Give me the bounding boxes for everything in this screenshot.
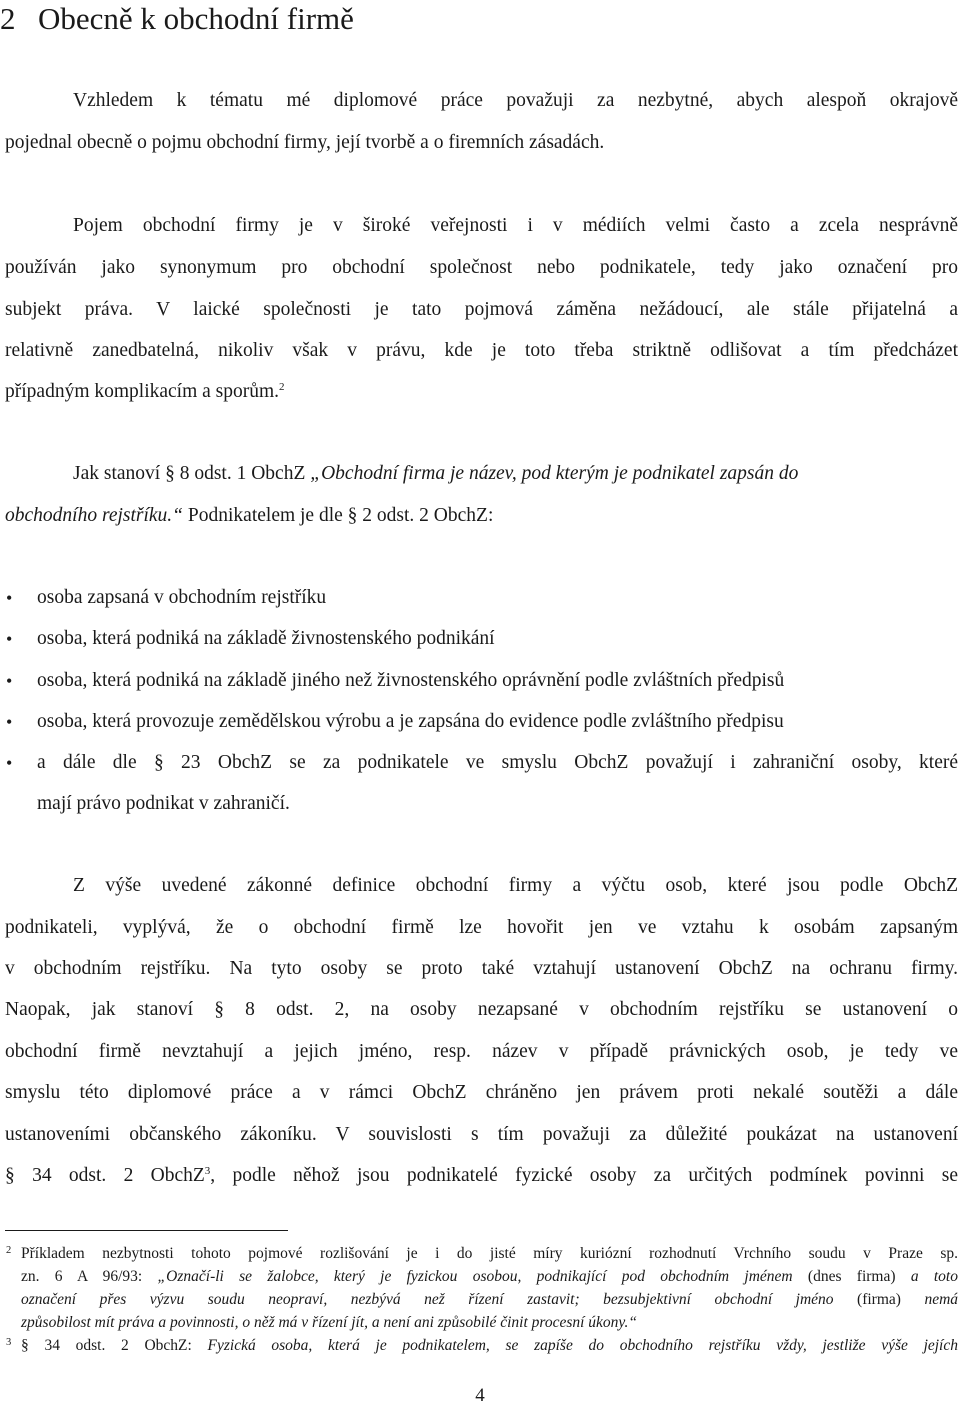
paragraph-text: Jak stanoví § 8 odst. 1 ObchZ [73, 463, 311, 484]
list-item-continuation: mají právo podnikat v zahraničí. [37, 793, 290, 814]
footnote-quote: označení přes výzvu soudu neopraví, nezbývá než řízení zastavit; bezsubjektivní obchodní jméno [21, 1291, 834, 1308]
footnote-quote: nemá [924, 1291, 959, 1308]
paragraph-line: používán jako synonymum pro obchodní společnost nebo podnikatele, tedy jako označení pro [5, 257, 958, 278]
paragraph-line: subjekt práva. V laické společnosti je tato pojmová záměna nežádoucí, ale stále přijatelná a [5, 299, 958, 320]
section-number: 2 [0, 1, 16, 36]
paragraph-line: smyslu této diplomové práce a v rámci ObchZ chráněno jen právem proti nekalé soutěži a dále [5, 1082, 958, 1103]
footnote-line [21, 1313, 637, 1333]
list-item: osoba zapsaná v obchodním rejstříku [37, 587, 327, 608]
footnote-ref: 2 [279, 381, 285, 393]
quoted-definition: obchodního rejstříku.“ [5, 505, 184, 526]
footnote-text: zn. 6 A 96/93: [21, 1268, 158, 1285]
section-heading [0, 0, 354, 38]
footnote-text: § 34 odst. 2 ObchZ: [21, 1337, 208, 1354]
bullet-icon: • [6, 629, 13, 649]
paragraph-text: Podnikatelem je dle § 2 odst. 2 ObchZ: [183, 505, 494, 526]
paragraph-line: Naopak, jak stanoví § 8 odst. 2, na osoby nezapsané v obchodním rejstříku se ustanovení o [5, 999, 958, 1020]
footnote-line: Příkladem nezbytnosti tohoto pojmové rozlišování je i do jisté míry kuriózní rozhodnutí Vrchního soudu v Praze sp. [21, 1245, 958, 1262]
paragraph-line [5, 504, 493, 528]
list-item: a dále dle § 23 ObchZ se za podnikatele ve smyslu ObchZ považují i zahraniční osoby, které [37, 752, 958, 773]
footnote-quote: Fyzická osoba, která je podnikatelem, se zapíše do obchodního rejstříku vždy, jestliže výše jejích [207, 1337, 958, 1354]
paragraph-line: relativně zanedbatelná, nikoliv však v právu, kde je toto třeba striktně odlišovat a tím předcházet [5, 340, 958, 361]
paragraph-text: případným komplikacím a sporům. [5, 381, 280, 402]
paragraph-line: v obchodním rejstříku. Na tyto osoby se proto také vztahují ustanovení ObchZ na ochranu firmy. [5, 958, 958, 979]
paragraph-line: Vzhledem k tématu mé diplomové práce považuji za nezbytné, abych alespoň okrajově [73, 90, 958, 111]
paragraph-line: obchodní firmě nevztahují a jejich jméno, resp. název v případě právnických osob, je tedy ve [5, 1041, 958, 1062]
paragraph-line: Z výše uvedené zákonné definice obchodní firmy a výčtu osob, které jsou podle ObchZ [73, 875, 958, 896]
footnote-line [21, 1336, 958, 1356]
list-item: osoba, která podniká na základě živnostenského podnikání [37, 628, 495, 649]
bullet-icon: • [6, 753, 13, 773]
footnote-line [21, 1267, 958, 1287]
footnote-text: (dnes firma) [792, 1268, 911, 1285]
footnote-number: 2 [6, 1245, 12, 1256]
bullet-icon: • [6, 712, 13, 732]
quoted-definition: „Obchodní firma je název, pod kterým je podnikatel zapsán do [310, 463, 799, 484]
footnote-line [21, 1290, 958, 1310]
footnote-text: (firma) [833, 1291, 925, 1308]
list-item: osoba, která provozuje zemědělskou výrobu a je zapsána do evidence podle zvláštního předpisu [37, 711, 784, 732]
footnote-quote: způsobilost mít práva a povinnosti, o něž má v řízení jít, a není ani způsobilé činit procesní úkony.“ [21, 1314, 637, 1331]
paragraph-line [5, 1164, 958, 1188]
footnote-number: 3 [6, 1337, 12, 1348]
bullet-icon: • [6, 588, 13, 608]
paragraph-line: podnikateli, vyplývá, že o obchodní firmě lze hovořit jen ve vztahu k osobám zapsaným [5, 917, 958, 938]
section-title: Obecně k obchodní firmě [38, 1, 354, 36]
footnote-ref: 3 [204, 1165, 211, 1177]
paragraph-line: Pojem obchodní firmy je v široké veřejnosti i v médiích velmi často a zcela nesprávně [73, 215, 958, 236]
paragraph-line [5, 380, 285, 404]
paragraph-line: ustanoveními občanského zákoníku. V souvislosti s tím považuji za důležité poukázat na ustanovení [5, 1124, 958, 1145]
paragraph-line: pojednal obecně o pojmu obchodní firmy, její tvorbě a o firemních zásadách. [5, 132, 605, 153]
footnote-quote: a toto [910, 1268, 958, 1285]
paragraph-text: § 34 odst. 2 ObchZ [5, 1165, 205, 1186]
paragraph-line [73, 462, 798, 486]
paragraph-text: , podle něhož jsou podnikatelé fyzické osoby za určitých podmínek povinni se [210, 1165, 958, 1186]
footnote-quote: „Označí-li se žalobce, který je fyzickou osobou, podnikající pod obchodním jménem [157, 1268, 793, 1285]
bullet-icon: • [6, 671, 13, 691]
list-item: osoba, která podniká na základě jiného než živnostenského oprávnění podle zvláštních předpisů [37, 670, 785, 691]
page-number: 4 [475, 1385, 485, 1406]
footnote-separator [5, 1230, 288, 1231]
